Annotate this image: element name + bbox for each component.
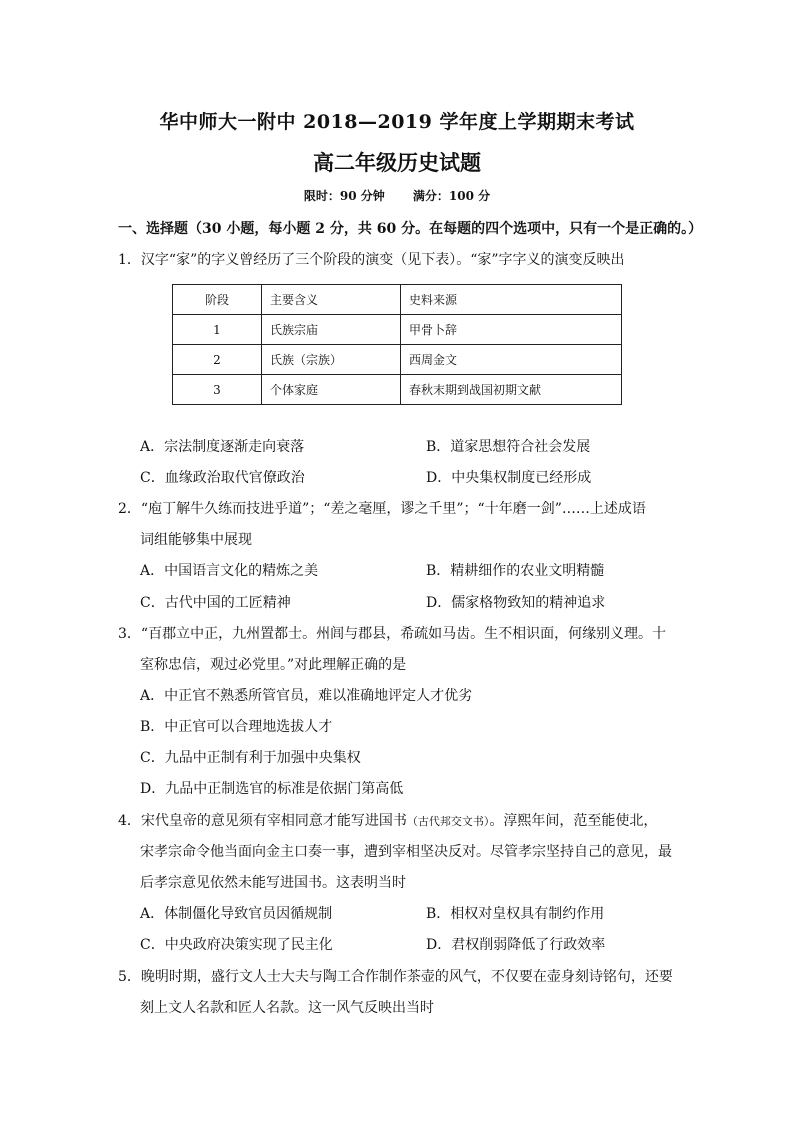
q1-table	[172, 284, 622, 405]
q2-stem: 2．“庖丁解牛久练而技进乎道”；“差之毫厘，谬之千里”；“十年磨一剑”……上述成语	[118, 501, 646, 517]
q3-option-c: C．九品中正制有利于加强中央集权	[140, 750, 361, 766]
q1-option-a: A．宗法制度逐渐走向衰落	[140, 439, 305, 455]
table-header-cell: 主要含义	[262, 285, 401, 315]
q3-stem-cont: 室称忠信，观过必党里。”对此理解正确的是	[140, 657, 407, 673]
table-cell: 氏族宗庙	[262, 315, 401, 345]
table-cell: 春秋末期到战国初期文献	[401, 375, 622, 405]
table-row	[173, 375, 622, 405]
q3-option-a: A．中正官不熟悉所管官员，难以准确地评定人才优劣	[140, 688, 473, 704]
table-cell: 氏族（宗族）	[262, 345, 401, 375]
table-cell: 甲骨卜辞	[401, 315, 622, 345]
section-heading: 一、选择题（30 小题，每小题 2 分，共 60 分。在每题的四个选项中，只有一个是正确的。）	[118, 221, 703, 237]
q4-stem-text: 4．宋代皇帝的意见须有宰相同意才能写进国书	[118, 813, 407, 829]
q4-stem-text-end: 。淳熙年间，范至能使北，	[489, 813, 658, 829]
q4-option-a: A．体制僵化导致官员因循规制	[140, 906, 333, 922]
q4-option-b: B．相权对皇权具有制约作用	[426, 906, 605, 922]
table-header-cell: 阶段	[173, 285, 262, 315]
q2-option-d: D．儒家格物致知的精神追求	[426, 595, 606, 611]
table-cell: 2	[173, 345, 262, 375]
q1-option-d: D．中央集权制度已经形成	[426, 470, 592, 486]
q3-option-d: D．九品中正制选官的标准是依据门第高低	[140, 781, 404, 797]
q4-stem	[118, 810, 688, 830]
exam-subtitle: 高二年级历史试题	[313, 150, 481, 175]
q2-option-a: A．中国语言文化的精炼之美	[140, 563, 319, 579]
table-row	[173, 345, 622, 375]
q5-stem-cont: 刻上文人名款和匠人名款。这一风气反映出当时	[140, 1000, 434, 1016]
table-cell: 3	[173, 375, 262, 405]
q3-option-b: B．中正官可以合理地选拔人才	[140, 719, 333, 735]
q3-stem: 3．“百郡立中正，九州置都士。州闾与郡县，希疏如马齿。生不相识面，何缘别义理。十	[118, 626, 667, 642]
q4-option-c: C．中央政府决策实现了民主化	[140, 937, 333, 953]
table-header-cell: 史料来源	[401, 285, 622, 315]
q4-option-d: D．君权削弱降低了行政效率	[426, 937, 606, 953]
q4-stem-note: （古代邦交文书）	[406, 815, 490, 828]
q5-stem: 5．晚明时期，盛行文人士大夫与陶工合作制作茶壶的风气，不仅要在壶身刻诗铭句，还要	[118, 969, 673, 985]
table-cell: 个体家庭	[262, 375, 401, 405]
full-score: 满分：100 分	[412, 189, 491, 203]
q1-option-b: B．道家思想符合社会发展	[426, 439, 591, 455]
q1-stem: 1．汉字“家”的字义曾经历了三个阶段的演变（见下表）。“家”字字义的演变反映出	[118, 252, 625, 268]
q4-stem-cont: 宋孝宗命令他当面向金主口奏一事，遭到宰相坚决反对。尽管孝宗坚持自己的意见，最	[140, 844, 672, 860]
q4-stem-cont-2: 后孝宗意见依然未能写进国书。这表明当时	[140, 875, 406, 891]
exam-title: 华中师大一附中 2018—2019 学年度上学期期末考试	[159, 111, 635, 133]
q2-stem-cont: 词组能够集中展现	[140, 532, 252, 548]
table-cell: 1	[173, 315, 262, 345]
table-header-row	[173, 285, 622, 315]
q2-option-c: C．古代中国的工匠精神	[140, 595, 291, 611]
table-cell: 西周金文	[401, 345, 622, 375]
q2-option-b: B．精耕细作的农业文明精髓	[426, 563, 605, 579]
exam-meta	[0, 187, 794, 204]
time-limit: 限时：90 分钟	[303, 189, 385, 203]
table-row	[173, 315, 622, 345]
q1-option-c: C．血缘政治取代官僚政治	[140, 470, 305, 486]
